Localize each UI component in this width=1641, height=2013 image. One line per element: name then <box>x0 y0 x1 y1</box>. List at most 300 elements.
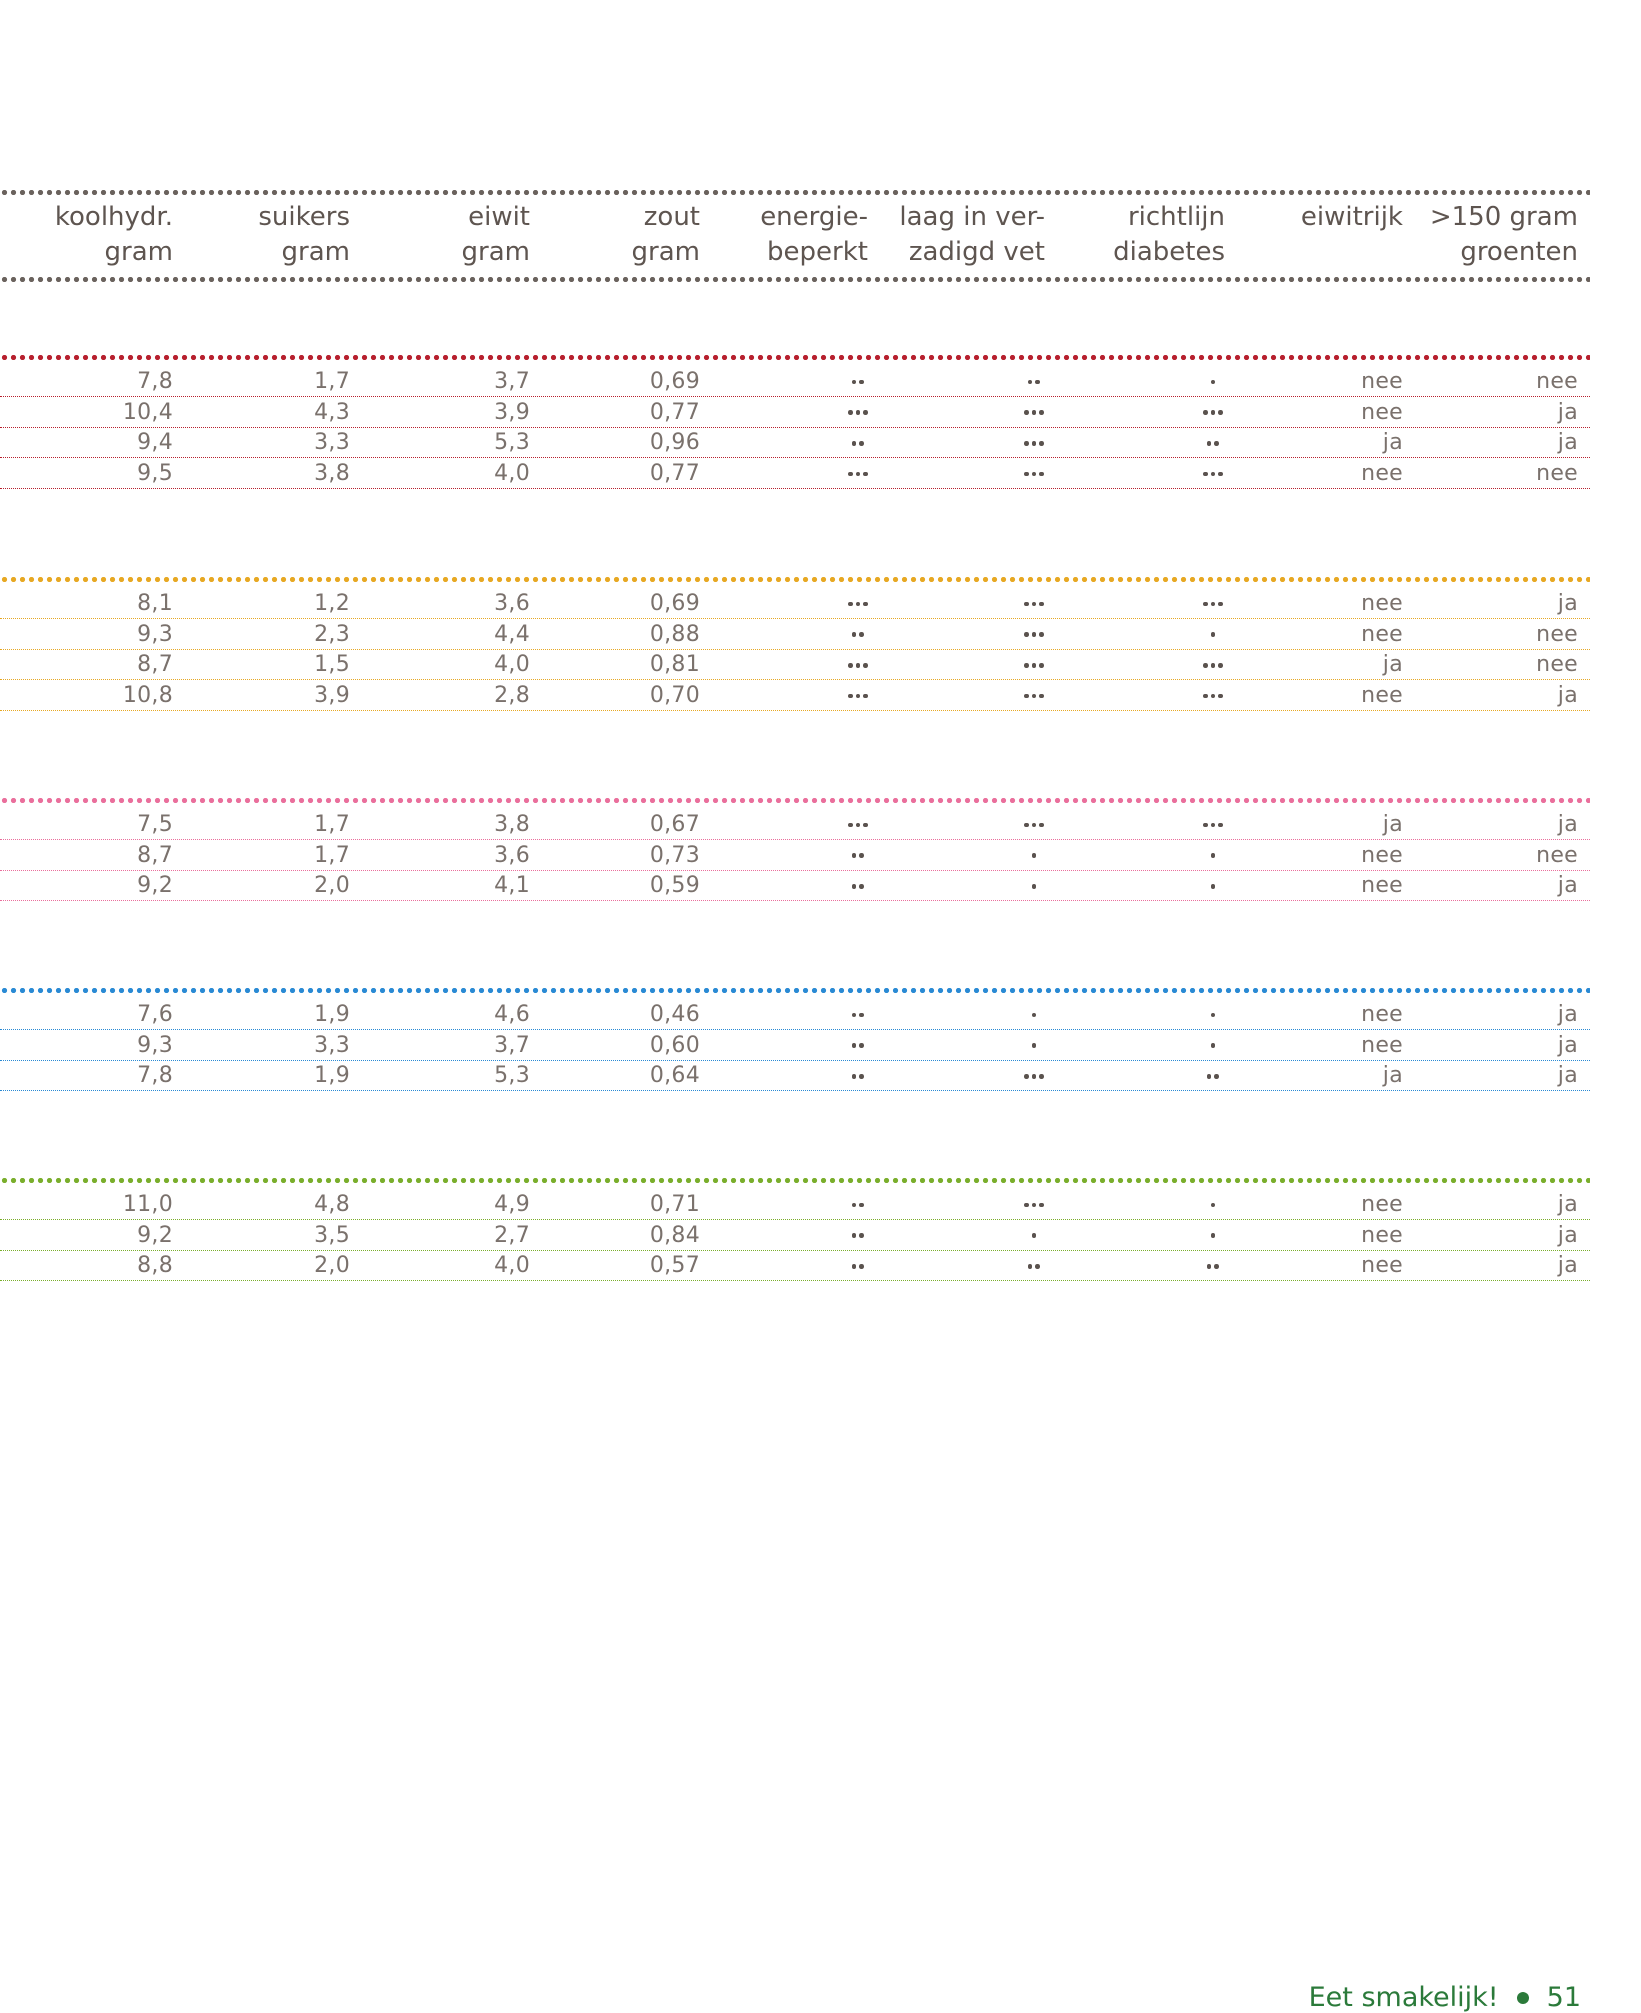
rating-dot-icon <box>1032 441 1037 446</box>
table-cell: 0,60 <box>649 1032 700 1058</box>
rating-dots <box>1024 428 1044 458</box>
rating-dots <box>1203 650 1223 680</box>
rating-dot-icon <box>1218 823 1223 828</box>
rating-dot-icon <box>1039 823 1044 828</box>
rating-dot-icon <box>1024 1203 1029 1208</box>
table-cell: 1,7 <box>314 812 350 837</box>
rating-dots <box>852 1251 864 1281</box>
table-cell: 0,57 <box>649 1253 700 1279</box>
rating-dots <box>852 620 864 650</box>
rating-dot-icon <box>1211 1043 1216 1048</box>
group-rule-pink <box>0 798 1590 803</box>
table-cell: nee <box>1361 1192 1403 1217</box>
table-cell: 0,69 <box>649 369 700 394</box>
rating-dot-icon <box>1211 410 1216 415</box>
rating-dots <box>1211 1221 1216 1251</box>
rating-dots <box>1028 1251 1040 1281</box>
rating-dot-icon <box>1214 1264 1219 1269</box>
column-header-line2: gram <box>631 237 700 267</box>
table-cell: 9,3 <box>137 1032 173 1058</box>
rating-dots <box>1024 681 1044 711</box>
group-rule-yellow <box>0 577 1590 582</box>
rating-dot-icon <box>1032 823 1037 828</box>
group-rule-blue <box>0 988 1590 993</box>
rating-dot-icon <box>1218 472 1223 477</box>
rating-dot-icon <box>1211 1203 1216 1208</box>
rating-dots <box>1211 1031 1216 1061</box>
rating-dot-icon <box>1035 1264 1040 1269</box>
table-cell: 9,4 <box>137 430 173 456</box>
table-cell: 9,2 <box>137 873 173 899</box>
header-top-rule <box>0 190 1590 195</box>
table-cell: 3,9 <box>494 399 530 425</box>
table-cell: 10,4 <box>122 399 173 425</box>
table-cell: 4,3 <box>314 399 350 425</box>
table-cell: 4,6 <box>494 1002 530 1027</box>
column-header-line1: zout <box>643 202 700 232</box>
row-rule-blue <box>0 1090 1590 1091</box>
table-cell: 7,6 <box>137 1002 173 1027</box>
rating-dot-icon <box>848 602 853 607</box>
table-cell: ja <box>1557 812 1578 837</box>
rating-dot-icon <box>1032 663 1037 668</box>
column-header-line2: diabetes <box>1113 237 1225 267</box>
column-header-line2: gram <box>461 237 530 267</box>
table-cell: ja <box>1557 1063 1578 1089</box>
rating-dot-icon <box>859 1043 864 1048</box>
rating-dot-icon <box>1211 1013 1216 1018</box>
rating-dot-icon <box>1024 1074 1029 1079</box>
rating-dot-icon <box>1211 1233 1216 1238</box>
table-cell: ja <box>1557 430 1578 456</box>
rating-dots <box>1211 841 1216 871</box>
table-cell: 9,5 <box>137 461 173 487</box>
table-cell: 3,5 <box>314 1222 350 1248</box>
row-rule-red <box>0 488 1590 489</box>
rating-dot-icon <box>848 472 853 477</box>
column-header-line2: gram <box>104 237 173 267</box>
table-cell: 0,81 <box>649 652 700 678</box>
column-header-line1: energie- <box>760 202 868 232</box>
rating-dots <box>1024 398 1044 428</box>
rating-dots <box>1032 871 1037 901</box>
column-header-line1: eiwitrijk <box>1300 202 1403 232</box>
column-header-line1: laag in ver- <box>899 202 1045 232</box>
table-cell: 1,7 <box>314 369 350 394</box>
rating-dot-icon <box>1032 632 1037 637</box>
rating-dots <box>1211 1190 1216 1220</box>
rating-dot-icon <box>863 694 868 699</box>
rating-dot-icon <box>848 410 853 415</box>
rating-dot-icon <box>1039 694 1044 699</box>
rating-dot-icon <box>1211 472 1216 477</box>
rating-dot-icon <box>1032 853 1037 858</box>
column-header <box>1408 200 1578 270</box>
table-cell: 0,96 <box>649 430 700 456</box>
table-cell: 5,3 <box>494 1063 530 1089</box>
rating-dot-icon <box>863 472 868 477</box>
rating-dots <box>1032 1000 1037 1030</box>
table-cell: 10,8 <box>122 683 173 709</box>
rating-dots <box>1211 367 1216 397</box>
table-cell: 0,59 <box>649 873 700 899</box>
table-cell: 4,4 <box>494 621 530 647</box>
rating-dots <box>852 428 864 458</box>
column-header-line2: beperkt <box>767 237 868 267</box>
table-cell: 4,8 <box>314 1192 350 1217</box>
table-cell: 0,71 <box>649 1192 700 1217</box>
rating-dots <box>852 367 864 397</box>
rating-dots <box>848 681 868 711</box>
rating-dot-icon <box>852 853 857 858</box>
table-cell: 4,9 <box>494 1192 530 1217</box>
rating-dot-icon <box>852 1013 857 1018</box>
rating-dot-icon <box>1203 472 1208 477</box>
rating-dot-icon <box>1203 602 1208 607</box>
rating-dot-icon <box>859 1013 864 1018</box>
table-cell: nee <box>1361 1222 1403 1248</box>
table-cell: nee <box>1536 461 1578 487</box>
rating-dot-icon <box>1039 472 1044 477</box>
rating-dot-icon <box>1207 1264 1212 1269</box>
rating-dot-icon <box>852 1203 857 1208</box>
rating-dot-icon <box>859 441 864 446</box>
table-cell: nee <box>1536 652 1578 678</box>
rating-dot-icon <box>1039 441 1044 446</box>
rating-dots <box>1207 428 1219 458</box>
rating-dots <box>1024 1061 1044 1091</box>
rating-dots <box>1211 1000 1216 1030</box>
column-header <box>698 200 868 270</box>
rating-dot-icon <box>852 1074 857 1079</box>
table-cell: 4,0 <box>494 652 530 678</box>
rating-dots <box>1024 459 1044 489</box>
rating-dot-icon <box>848 823 853 828</box>
rating-dot-icon <box>856 663 861 668</box>
rating-dot-icon <box>1211 602 1216 607</box>
rating-dot-icon <box>1028 1264 1033 1269</box>
rating-dots <box>1032 841 1037 871</box>
rating-dot-icon <box>1024 472 1029 477</box>
table-cell: nee <box>1361 621 1403 647</box>
rating-dot-icon <box>1203 663 1208 668</box>
rating-dots <box>852 1190 864 1220</box>
rating-dots <box>1203 589 1223 619</box>
rating-dot-icon <box>1024 694 1029 699</box>
rating-dot-icon <box>859 1264 864 1269</box>
table-cell: 7,8 <box>137 369 173 394</box>
rating-dots <box>852 1221 864 1251</box>
rating-dot-icon <box>1211 663 1216 668</box>
rating-dot-icon <box>852 441 857 446</box>
group-rule-red <box>0 355 1590 360</box>
rating-dot-icon <box>1218 602 1223 607</box>
rating-dot-icon <box>1214 441 1219 446</box>
rating-dot-icon <box>848 663 853 668</box>
rating-dots <box>848 650 868 680</box>
rating-dot-icon <box>1203 410 1208 415</box>
rating-dot-icon <box>1032 1233 1037 1238</box>
table-cell: nee <box>1361 1002 1403 1027</box>
rating-dot-icon <box>1211 823 1216 828</box>
rating-dot-icon <box>1218 663 1223 668</box>
table-cell: 3,7 <box>494 369 530 394</box>
table-cell: 1,2 <box>314 591 350 616</box>
table-cell: 3,9 <box>314 683 350 709</box>
rating-dots <box>1203 398 1223 428</box>
table-cell: 1,9 <box>314 1063 350 1089</box>
table-cell: 0,77 <box>649 399 700 425</box>
rating-dot-icon <box>1024 410 1029 415</box>
rating-dot-icon <box>1032 410 1037 415</box>
rating-dot-icon <box>1039 663 1044 668</box>
row-rule-pink <box>0 900 1590 901</box>
rating-dots <box>848 810 868 840</box>
rating-dots <box>1211 620 1216 650</box>
rating-dot-icon <box>859 632 864 637</box>
page-number: 51 <box>1546 1982 1581 2013</box>
table-cell: 8,7 <box>137 842 173 868</box>
table-cell: 1,5 <box>314 652 350 678</box>
table-cell: ja <box>1557 1032 1578 1058</box>
rating-dot-icon <box>852 380 857 385</box>
table-cell: 0,73 <box>649 842 700 868</box>
table-cell: nee <box>1361 399 1403 425</box>
rating-dot-icon <box>848 694 853 699</box>
table-cell: ja <box>1557 683 1578 709</box>
table-cell: ja <box>1557 1222 1578 1248</box>
table-cell: nee <box>1361 842 1403 868</box>
rating-dots <box>1211 871 1216 901</box>
column-header-line1: koolhydr. <box>54 202 173 232</box>
table-cell: ja <box>1382 812 1403 837</box>
rating-dots <box>852 871 864 901</box>
rating-dot-icon <box>1039 602 1044 607</box>
rating-dot-icon <box>1211 694 1216 699</box>
rating-dot-icon <box>1024 632 1029 637</box>
table-cell: nee <box>1361 461 1403 487</box>
table-cell: 8,7 <box>137 652 173 678</box>
rating-dot-icon <box>859 884 864 889</box>
table-cell: 9,3 <box>137 621 173 647</box>
rating-dot-icon <box>1211 632 1216 637</box>
rating-dot-icon <box>1203 823 1208 828</box>
table-cell: nee <box>1361 591 1403 616</box>
column-header-line1: richtlijn <box>1127 202 1225 232</box>
rating-dot-icon <box>1203 694 1208 699</box>
table-cell: 1,9 <box>314 1002 350 1027</box>
table-cell: 0,77 <box>649 461 700 487</box>
table-cell: ja <box>1557 1002 1578 1027</box>
table-cell: 4,0 <box>494 461 530 487</box>
rating-dot-icon <box>852 1233 857 1238</box>
table-cell: ja <box>1557 399 1578 425</box>
table-cell: nee <box>1361 369 1403 394</box>
table-cell: 2,0 <box>314 873 350 899</box>
rating-dots <box>848 459 868 489</box>
rating-dot-icon <box>1032 884 1037 889</box>
table-cell: 7,8 <box>137 1063 173 1089</box>
column-header <box>875 200 1045 270</box>
rating-dot-icon <box>1039 1074 1044 1079</box>
table-cell: nee <box>1361 683 1403 709</box>
rating-dot-icon <box>1211 884 1216 889</box>
rating-dot-icon <box>852 632 857 637</box>
rating-dot-icon <box>1028 380 1033 385</box>
rating-dot-icon <box>1039 632 1044 637</box>
column-header <box>1055 200 1225 270</box>
column-header <box>3 200 173 270</box>
rating-dots <box>1203 810 1223 840</box>
rating-dot-icon <box>1218 410 1223 415</box>
table-cell: 8,8 <box>137 1253 173 1279</box>
rating-dot-icon <box>1024 663 1029 668</box>
column-header <box>180 200 350 270</box>
table-cell: 3,7 <box>494 1032 530 1058</box>
column-header <box>1233 200 1403 270</box>
rating-dot-icon <box>859 853 864 858</box>
rating-dots <box>1024 589 1044 619</box>
rating-dot-icon <box>1218 694 1223 699</box>
table-cell: 4,1 <box>494 873 530 899</box>
table-cell: 1,7 <box>314 842 350 868</box>
rating-dots <box>852 1031 864 1061</box>
table-cell: 0,69 <box>649 591 700 616</box>
rating-dot-icon <box>856 602 861 607</box>
rating-dot-icon <box>856 823 861 828</box>
table-cell: 3,3 <box>314 430 350 456</box>
column-header <box>360 200 530 270</box>
rating-dots <box>1024 810 1044 840</box>
rating-dot-icon <box>859 380 864 385</box>
rating-dot-icon <box>859 1233 864 1238</box>
row-rule-green <box>0 1280 1590 1281</box>
rating-dots <box>852 1000 864 1030</box>
rating-dot-icon <box>863 410 868 415</box>
rating-dot-icon <box>863 602 868 607</box>
rating-dot-icon <box>1035 380 1040 385</box>
rating-dot-icon <box>1024 441 1029 446</box>
table-cell: 3,6 <box>494 591 530 616</box>
table-cell: ja <box>1557 1192 1578 1217</box>
table-cell: nee <box>1536 842 1578 868</box>
rating-dots <box>1032 1031 1037 1061</box>
rating-dot-icon <box>852 1264 857 1269</box>
table-cell: 0,67 <box>649 812 700 837</box>
rating-dots <box>1028 367 1040 397</box>
table-cell: 9,2 <box>137 1222 173 1248</box>
column-header-line2: gram <box>281 237 350 267</box>
rating-dots <box>848 589 868 619</box>
table-cell: nee <box>1361 873 1403 899</box>
table-cell: 3,6 <box>494 842 530 868</box>
rating-dot-icon <box>856 410 861 415</box>
column-header-line2: groenten <box>1460 237 1578 267</box>
column-header <box>530 200 700 270</box>
rating-dot-icon <box>859 1074 864 1079</box>
rating-dots <box>852 1061 864 1091</box>
rating-dot-icon <box>1207 441 1212 446</box>
column-header-line1: >150 gram <box>1429 202 1578 232</box>
table-cell: 0,64 <box>649 1063 700 1089</box>
rating-dots <box>1207 1251 1219 1281</box>
rating-dots <box>1207 1061 1219 1091</box>
rating-dot-icon <box>1039 410 1044 415</box>
table-cell: 3,8 <box>494 812 530 837</box>
rating-dots <box>848 398 868 428</box>
table-cell: 11,0 <box>122 1192 173 1217</box>
rating-dot-icon <box>1207 1074 1212 1079</box>
table-cell: nee <box>1536 621 1578 647</box>
rating-dot-icon <box>1032 1043 1037 1048</box>
row-rule-yellow <box>0 710 1590 711</box>
table-cell: 2,8 <box>494 683 530 709</box>
rating-dot-icon <box>1211 853 1216 858</box>
rating-dots <box>1203 681 1223 711</box>
column-header-line2: zadigd vet <box>908 237 1045 267</box>
rating-dot-icon <box>1024 602 1029 607</box>
rating-dot-icon <box>1024 823 1029 828</box>
table-cell: ja <box>1557 1253 1578 1279</box>
rating-dot-icon <box>863 663 868 668</box>
rating-dots <box>852 841 864 871</box>
rating-dot-icon <box>1211 380 1216 385</box>
rating-dot-icon <box>1032 602 1037 607</box>
table-cell: nee <box>1361 1253 1403 1279</box>
rating-dot-icon <box>1032 1203 1037 1208</box>
table-cell: 8,1 <box>137 591 173 616</box>
rating-dot-icon <box>1032 1074 1037 1079</box>
table-cell: 5,3 <box>494 430 530 456</box>
column-header-line1: suikers <box>258 202 350 232</box>
table-cell: 2,3 <box>314 621 350 647</box>
rating-dot-icon <box>1214 1074 1219 1079</box>
table-cell: 0,46 <box>649 1002 700 1027</box>
rating-dot-icon <box>1032 472 1037 477</box>
table-cell: 2,7 <box>494 1222 530 1248</box>
table-cell: ja <box>1557 873 1578 899</box>
table-cell: 3,8 <box>314 461 350 487</box>
table-cell: 2,0 <box>314 1253 350 1279</box>
column-header-line1: eiwit <box>468 202 530 232</box>
page-footer <box>1309 1982 1581 2013</box>
column-header-line2 <box>1233 235 1403 270</box>
table-cell: nee <box>1536 369 1578 394</box>
table-cell: ja <box>1382 1063 1403 1089</box>
rating-dot-icon <box>852 884 857 889</box>
rating-dots <box>1024 1190 1044 1220</box>
rating-dot-icon <box>852 1043 857 1048</box>
rating-dots <box>1024 650 1044 680</box>
table-cell: ja <box>1382 652 1403 678</box>
rating-dot-icon <box>1032 694 1037 699</box>
rating-dot-icon <box>859 1203 864 1208</box>
rating-dots <box>1203 459 1223 489</box>
header-bottom-rule <box>0 277 1590 282</box>
rating-dot-icon <box>1039 1203 1044 1208</box>
footer-title: Eet smakelijk! <box>1308 1982 1499 2013</box>
table-cell: 3,3 <box>314 1032 350 1058</box>
rating-dots <box>1032 1221 1037 1251</box>
table-cell: 0,84 <box>649 1222 700 1248</box>
table-cell: 4,0 <box>494 1253 530 1279</box>
table-cell: 7,5 <box>137 812 173 837</box>
table-cell: ja <box>1382 430 1403 456</box>
table-cell: nee <box>1361 1032 1403 1058</box>
table-cell: 0,88 <box>649 621 700 647</box>
rating-dot-icon <box>856 472 861 477</box>
rating-dots <box>1024 620 1044 650</box>
